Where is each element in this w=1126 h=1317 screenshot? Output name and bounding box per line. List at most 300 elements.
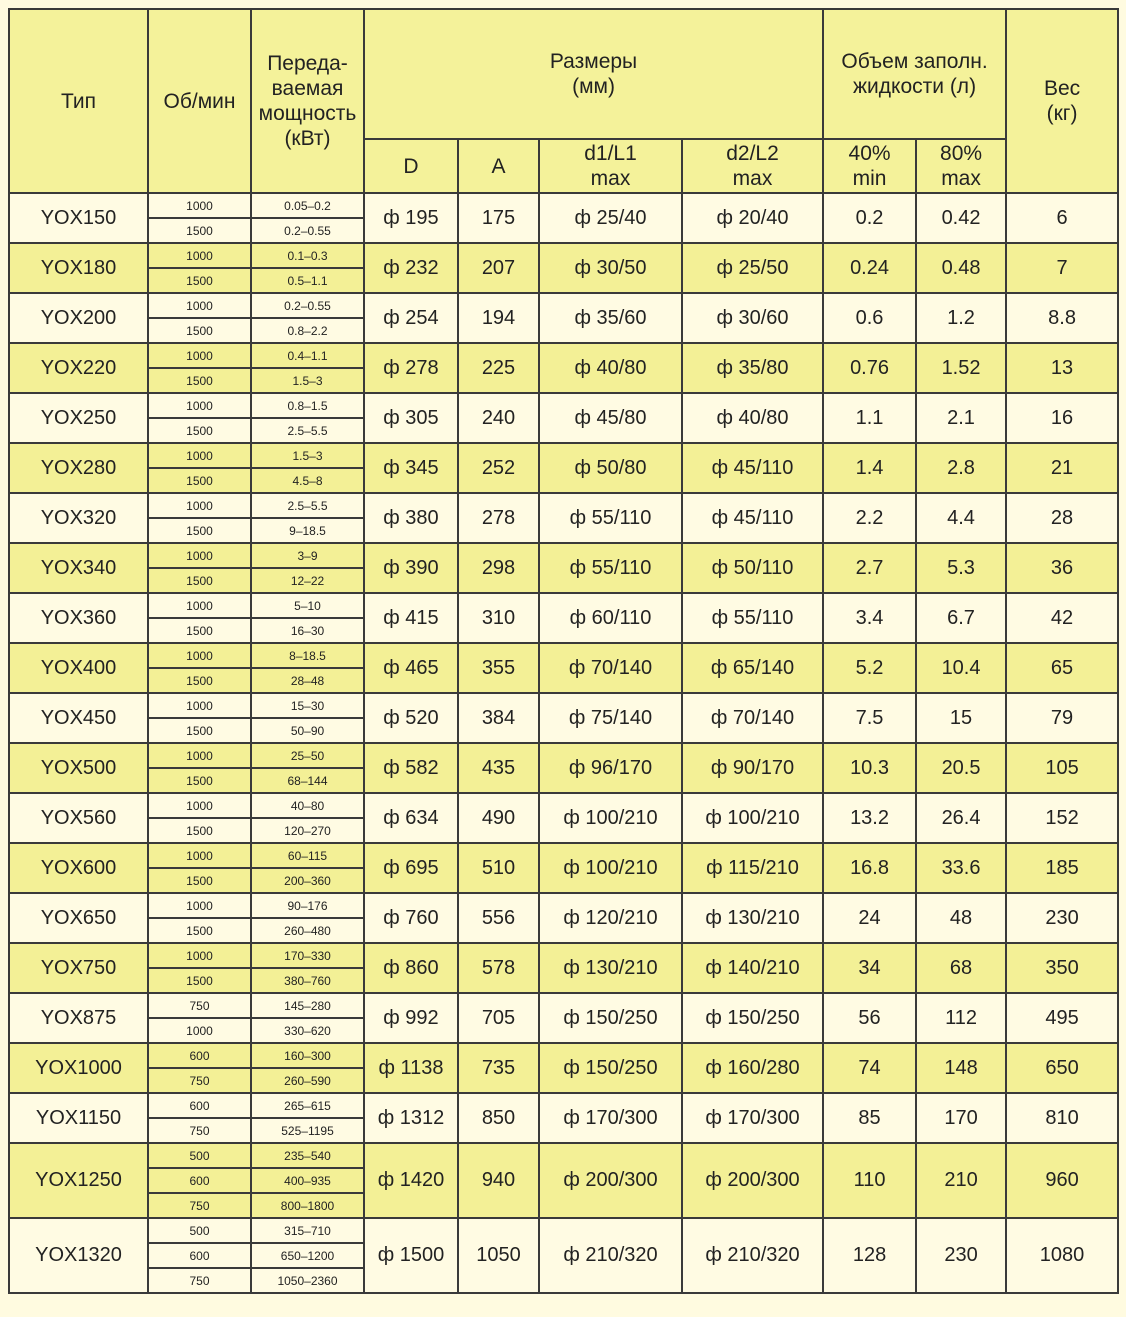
- rpm-cell: 1000: [148, 643, 251, 668]
- power-cell: 0.1–0.3: [251, 243, 364, 268]
- header-v80-line: 80%: [940, 142, 983, 165]
- header-d1: [539, 139, 682, 193]
- weight-cell: 185: [1006, 843, 1118, 893]
- power-cell: 8–18.5: [251, 643, 364, 668]
- rpm-cell: 1000: [148, 843, 251, 868]
- power-cell: 1.5–3: [251, 368, 364, 393]
- rpm-cell: 1500: [148, 868, 251, 893]
- header-weight: [1006, 9, 1118, 193]
- dimension-d1-cell: ф 150/250: [539, 1043, 682, 1093]
- type-cell: YOX560: [9, 793, 148, 843]
- rpm-cell: 1500: [148, 218, 251, 243]
- header-power-line: ваемая: [271, 77, 344, 100]
- header-volume-line: Объем заполн.: [841, 50, 988, 73]
- dimension-d2-cell: ф 210/320: [682, 1218, 823, 1293]
- rpm-cell: 1000: [148, 743, 251, 768]
- dimension-d1-cell: ф 60/110: [539, 593, 682, 643]
- dimension-D-cell: ф 390: [364, 543, 458, 593]
- rpm-cell: 1500: [148, 668, 251, 693]
- type-cell: YOX1320: [9, 1218, 148, 1293]
- dimension-d1-cell: ф 30/50: [539, 243, 682, 293]
- power-cell: 50–90: [251, 718, 364, 743]
- dimension-D-cell: ф 232: [364, 243, 458, 293]
- type-cell: YOX180: [9, 243, 148, 293]
- table-row: [9, 1043, 1118, 1068]
- dimension-D-cell: ф 992: [364, 993, 458, 1043]
- dimension-D-cell: ф 195: [364, 193, 458, 243]
- rpm-cell: 1000: [148, 493, 251, 518]
- dimension-A-cell: 278: [458, 493, 539, 543]
- header-v80: [916, 139, 1006, 193]
- volume-80-cell: 10.4: [916, 643, 1006, 693]
- rpm-cell: 1000: [148, 1018, 251, 1043]
- dimension-d1-cell: ф 100/210: [539, 843, 682, 893]
- dimension-A-cell: 850: [458, 1093, 539, 1143]
- dimension-d1-cell: ф 150/250: [539, 993, 682, 1043]
- dimension-d1-cell: ф 96/170: [539, 743, 682, 793]
- type-cell: YOX650: [9, 893, 148, 943]
- table-header: [9, 9, 1118, 193]
- type-cell: YOX250: [9, 393, 148, 443]
- power-cell: 145–280: [251, 993, 364, 1018]
- header-weight-line: Вес: [1043, 77, 1081, 100]
- power-cell: 380–760: [251, 968, 364, 993]
- rpm-cell: 600: [148, 1043, 251, 1068]
- dimension-d2-cell: ф 160/280: [682, 1043, 823, 1093]
- rpm-cell: 1500: [148, 968, 251, 993]
- dimension-D-cell: ф 305: [364, 393, 458, 443]
- dimension-d2-cell: ф 150/250: [682, 993, 823, 1043]
- volume-40-cell: 7.5: [823, 693, 916, 743]
- volume-40-cell: 24: [823, 893, 916, 943]
- dimension-d1-cell: ф 35/60: [539, 293, 682, 343]
- dimension-A-cell: 194: [458, 293, 539, 343]
- power-cell: 15–30: [251, 693, 364, 718]
- type-cell: YOX360: [9, 593, 148, 643]
- power-cell: 0.8–2.2: [251, 318, 364, 343]
- rpm-cell: 750: [148, 1268, 251, 1293]
- header-d1-line: max: [590, 167, 631, 190]
- volume-80-cell: 6.7: [916, 593, 1006, 643]
- rpm-cell: 1500: [148, 268, 251, 293]
- header-dimensions-line: Размеры: [549, 50, 638, 73]
- volume-40-cell: 0.2: [823, 193, 916, 243]
- weight-cell: 230: [1006, 893, 1118, 943]
- weight-cell: 42: [1006, 593, 1118, 643]
- weight-cell: 495: [1006, 993, 1118, 1043]
- rpm-cell: 1500: [148, 368, 251, 393]
- dimension-d1-cell: ф 50/80: [539, 443, 682, 493]
- weight-cell: 65: [1006, 643, 1118, 693]
- dimension-d1-cell: ф 70/140: [539, 643, 682, 693]
- volume-40-cell: 110: [823, 1143, 916, 1218]
- volume-80-cell: 210: [916, 1143, 1006, 1218]
- rpm-cell: 500: [148, 1143, 251, 1168]
- dimension-d1-cell: ф 170/300: [539, 1093, 682, 1143]
- dimension-d1-cell: ф 40/80: [539, 343, 682, 393]
- volume-40-cell: 74: [823, 1043, 916, 1093]
- dimension-d2-cell: ф 90/170: [682, 743, 823, 793]
- rpm-cell: 1500: [148, 818, 251, 843]
- rpm-cell: 750: [148, 1193, 251, 1218]
- dimension-d2-cell: ф 65/140: [682, 643, 823, 693]
- volume-40-cell: 2.2: [823, 493, 916, 543]
- weight-cell: 152: [1006, 793, 1118, 843]
- power-cell: 260–480: [251, 918, 364, 943]
- type-cell: YOX600: [9, 843, 148, 893]
- header-dimensions: [364, 9, 823, 139]
- dimension-D-cell: ф 860: [364, 943, 458, 993]
- table-row: [9, 943, 1118, 968]
- table-row: [9, 293, 1118, 318]
- weight-cell: 7: [1006, 243, 1118, 293]
- table-row: [9, 693, 1118, 718]
- volume-80-cell: 26.4: [916, 793, 1006, 843]
- power-cell: 25–50: [251, 743, 364, 768]
- dimension-A-cell: 1050: [458, 1218, 539, 1293]
- rpm-cell: 1000: [148, 593, 251, 618]
- volume-40-cell: 3.4: [823, 593, 916, 643]
- dimension-d2-cell: ф 100/210: [682, 793, 823, 843]
- dimension-d1-cell: ф 120/210: [539, 893, 682, 943]
- volume-40-cell: 56: [823, 993, 916, 1043]
- volume-80-cell: 2.1: [916, 393, 1006, 443]
- type-cell: YOX280: [9, 443, 148, 493]
- dimension-d1-cell: ф 210/320: [539, 1218, 682, 1293]
- weight-cell: 1080: [1006, 1218, 1118, 1293]
- table-row: [9, 993, 1118, 1018]
- volume-80-cell: 68: [916, 943, 1006, 993]
- dimension-d1-cell: ф 45/80: [539, 393, 682, 443]
- weight-cell: 28: [1006, 493, 1118, 543]
- table-row: [9, 243, 1118, 268]
- dimension-D-cell: ф 760: [364, 893, 458, 943]
- dimension-A-cell: 240: [458, 393, 539, 443]
- dimension-D-cell: ф 1500: [364, 1218, 458, 1293]
- type-cell: YOX500: [9, 743, 148, 793]
- dimension-d1-cell: ф 55/110: [539, 543, 682, 593]
- weight-cell: 105: [1006, 743, 1118, 793]
- table-row: [9, 743, 1118, 768]
- table-row: [9, 1093, 1118, 1118]
- power-cell: 0.4–1.1: [251, 343, 364, 368]
- volume-80-cell: 112: [916, 993, 1006, 1043]
- volume-40-cell: 10.3: [823, 743, 916, 793]
- dimension-A-cell: 578: [458, 943, 539, 993]
- dimension-A-cell: 175: [458, 193, 539, 243]
- power-cell: 0.2–0.55: [251, 293, 364, 318]
- type-cell: YOX1250: [9, 1143, 148, 1218]
- volume-80-cell: 15: [916, 693, 1006, 743]
- type-cell: YOX1150: [9, 1093, 148, 1143]
- dimension-d2-cell: ф 70/140: [682, 693, 823, 743]
- power-cell: 120–270: [251, 818, 364, 843]
- dimension-d1-cell: ф 75/140: [539, 693, 682, 743]
- power-cell: 800–1800: [251, 1193, 364, 1218]
- power-cell: 5–10: [251, 593, 364, 618]
- dimension-A-cell: 207: [458, 243, 539, 293]
- rpm-cell: 1000: [148, 293, 251, 318]
- dimension-d1-cell: ф 130/210: [539, 943, 682, 993]
- rpm-cell: 1500: [148, 768, 251, 793]
- power-cell: 265–615: [251, 1093, 364, 1118]
- header-dimensions-line: (мм): [572, 75, 615, 98]
- volume-80-cell: 1.2: [916, 293, 1006, 343]
- power-cell: 0.5–1.1: [251, 268, 364, 293]
- power-cell: 1.5–3: [251, 443, 364, 468]
- rpm-cell: 1500: [148, 718, 251, 743]
- dimension-d2-cell: ф 55/110: [682, 593, 823, 643]
- rpm-cell: 500: [148, 1218, 251, 1243]
- header-volume-line: жидкости (л): [853, 75, 977, 98]
- dimension-A-cell: 735: [458, 1043, 539, 1093]
- power-cell: 0.2–0.55: [251, 218, 364, 243]
- power-cell: 200–360: [251, 868, 364, 893]
- rpm-cell: 1500: [148, 568, 251, 593]
- rpm-cell: 1500: [148, 518, 251, 543]
- header-A: A: [458, 139, 539, 193]
- dimension-A-cell: 435: [458, 743, 539, 793]
- header-rpm: Об/мин: [148, 9, 251, 193]
- dimension-d2-cell: ф 140/210: [682, 943, 823, 993]
- dimension-A-cell: 355: [458, 643, 539, 693]
- dimension-d2-cell: ф 30/60: [682, 293, 823, 343]
- type-cell: YOX450: [9, 693, 148, 743]
- weight-cell: 810: [1006, 1093, 1118, 1143]
- header-D: D: [364, 139, 458, 193]
- header-weight-line: (кг): [1046, 102, 1078, 125]
- rpm-cell: 1500: [148, 918, 251, 943]
- power-cell: 260–590: [251, 1068, 364, 1093]
- power-cell: 0.8–1.5: [251, 393, 364, 418]
- rpm-cell: 1000: [148, 243, 251, 268]
- volume-80-cell: 5.3: [916, 543, 1006, 593]
- header-d2-line: max: [732, 167, 773, 190]
- type-cell: YOX1000: [9, 1043, 148, 1093]
- rpm-cell: 1000: [148, 693, 251, 718]
- power-cell: 170–330: [251, 943, 364, 968]
- dimension-d2-cell: ф 20/40: [682, 193, 823, 243]
- power-cell: 160–300: [251, 1043, 364, 1068]
- power-cell: 3–9: [251, 543, 364, 568]
- table-body: [9, 193, 1118, 1293]
- volume-40-cell: 0.76: [823, 343, 916, 393]
- dimension-D-cell: ф 380: [364, 493, 458, 543]
- power-cell: 68–144: [251, 768, 364, 793]
- rpm-cell: 1500: [148, 618, 251, 643]
- type-cell: YOX320: [9, 493, 148, 543]
- dimension-D-cell: ф 465: [364, 643, 458, 693]
- table-row: [9, 543, 1118, 568]
- rpm-cell: 1000: [148, 443, 251, 468]
- dimension-D-cell: ф 582: [364, 743, 458, 793]
- volume-80-cell: 0.42: [916, 193, 1006, 243]
- dimension-A-cell: 510: [458, 843, 539, 893]
- spec-table: [8, 8, 1119, 1294]
- dimension-D-cell: ф 1312: [364, 1093, 458, 1143]
- table-row: [9, 443, 1118, 468]
- volume-40-cell: 1.1: [823, 393, 916, 443]
- power-cell: 330–620: [251, 1018, 364, 1043]
- volume-40-cell: 2.7: [823, 543, 916, 593]
- rpm-cell: 1000: [148, 543, 251, 568]
- rpm-cell: 1500: [148, 468, 251, 493]
- dimension-A-cell: 940: [458, 1143, 539, 1218]
- power-cell: 4.5–8: [251, 468, 364, 493]
- volume-80-cell: 4.4: [916, 493, 1006, 543]
- dimension-D-cell: ф 634: [364, 793, 458, 843]
- power-cell: 315–710: [251, 1218, 364, 1243]
- header-d2: [682, 139, 823, 193]
- dimension-d2-cell: ф 130/210: [682, 893, 823, 943]
- header-type: Тип: [9, 9, 148, 193]
- rpm-cell: 750: [148, 1118, 251, 1143]
- table-row: [9, 393, 1118, 418]
- dimension-d2-cell: ф 35/80: [682, 343, 823, 393]
- dimension-A-cell: 705: [458, 993, 539, 1043]
- dimension-D-cell: ф 695: [364, 843, 458, 893]
- power-cell: 1050–2360: [251, 1268, 364, 1293]
- dimension-d2-cell: ф 115/210: [682, 843, 823, 893]
- type-cell: YOX200: [9, 293, 148, 343]
- power-cell: 235–540: [251, 1143, 364, 1168]
- volume-80-cell: 33.6: [916, 843, 1006, 893]
- power-cell: 400–935: [251, 1168, 364, 1193]
- dimension-A-cell: 225: [458, 343, 539, 393]
- rpm-cell: 1000: [148, 343, 251, 368]
- dimension-d2-cell: ф 25/50: [682, 243, 823, 293]
- dimension-d1-cell: ф 55/110: [539, 493, 682, 543]
- weight-cell: 21: [1006, 443, 1118, 493]
- volume-40-cell: 16.8: [823, 843, 916, 893]
- volume-40-cell: 34: [823, 943, 916, 993]
- dimension-d1-cell: ф 25/40: [539, 193, 682, 243]
- weight-cell: 36: [1006, 543, 1118, 593]
- rpm-cell: 600: [148, 1243, 251, 1268]
- rpm-cell: 1000: [148, 393, 251, 418]
- rpm-cell: 1000: [148, 893, 251, 918]
- dimension-A-cell: 298: [458, 543, 539, 593]
- dimension-A-cell: 490: [458, 793, 539, 843]
- type-cell: YOX150: [9, 193, 148, 243]
- header-v40: [823, 139, 916, 193]
- type-cell: YOX340: [9, 543, 148, 593]
- dimension-A-cell: 252: [458, 443, 539, 493]
- power-cell: 12–22: [251, 568, 364, 593]
- power-cell: 16–30: [251, 618, 364, 643]
- header-power: [251, 9, 364, 193]
- volume-80-cell: 170: [916, 1093, 1006, 1143]
- dimension-D-cell: ф 278: [364, 343, 458, 393]
- table-row: [9, 793, 1118, 818]
- volume-80-cell: 0.48: [916, 243, 1006, 293]
- power-cell: 40–80: [251, 793, 364, 818]
- power-cell: 2.5–5.5: [251, 493, 364, 518]
- rpm-cell: 750: [148, 993, 251, 1018]
- weight-cell: 8.8: [1006, 293, 1118, 343]
- rpm-cell: 750: [148, 1068, 251, 1093]
- header-v40-line: 40%: [848, 142, 891, 165]
- header-power-line: (кВт): [284, 127, 331, 150]
- header-d2-line: d2/L2: [726, 142, 779, 165]
- dimension-d2-cell: ф 45/110: [682, 493, 823, 543]
- dimension-D-cell: ф 415: [364, 593, 458, 643]
- table-row: [9, 1218, 1118, 1243]
- rpm-cell: 1000: [148, 793, 251, 818]
- dimension-d2-cell: ф 45/110: [682, 443, 823, 493]
- table-row: [9, 1143, 1118, 1168]
- rpm-cell: 600: [148, 1168, 251, 1193]
- volume-40-cell: 13.2: [823, 793, 916, 843]
- power-cell: 525–1195: [251, 1118, 364, 1143]
- table-row: [9, 643, 1118, 668]
- power-cell: 28–48: [251, 668, 364, 693]
- dimension-D-cell: ф 1138: [364, 1043, 458, 1093]
- rpm-cell: 600: [148, 1093, 251, 1118]
- table-row: [9, 893, 1118, 918]
- volume-80-cell: 2.8: [916, 443, 1006, 493]
- dimension-D-cell: ф 345: [364, 443, 458, 493]
- weight-cell: 960: [1006, 1143, 1118, 1218]
- volume-40-cell: 5.2: [823, 643, 916, 693]
- dimension-A-cell: 384: [458, 693, 539, 743]
- weight-cell: 650: [1006, 1043, 1118, 1093]
- dimension-d1-cell: ф 100/210: [539, 793, 682, 843]
- header-power-line: Переда-: [267, 52, 348, 75]
- dimension-d2-cell: ф 200/300: [682, 1143, 823, 1218]
- table-row: [9, 493, 1118, 518]
- dimension-D-cell: ф 254: [364, 293, 458, 343]
- table-row: [9, 343, 1118, 368]
- type-cell: YOX875: [9, 993, 148, 1043]
- volume-80-cell: 1.52: [916, 343, 1006, 393]
- power-cell: 60–115: [251, 843, 364, 868]
- power-cell: 2.5–5.5: [251, 418, 364, 443]
- volume-40-cell: 128: [823, 1218, 916, 1293]
- header-v80-line: max: [941, 167, 981, 190]
- volume-80-cell: 48: [916, 893, 1006, 943]
- table-row: [9, 843, 1118, 868]
- volume-80-cell: 20.5: [916, 743, 1006, 793]
- type-cell: YOX400: [9, 643, 148, 693]
- rpm-cell: 1000: [148, 193, 251, 218]
- rpm-cell: 1500: [148, 418, 251, 443]
- weight-cell: 79: [1006, 693, 1118, 743]
- dimension-A-cell: 310: [458, 593, 539, 643]
- header-d1-line: d1/L1: [584, 142, 637, 165]
- header-v40-line: min: [852, 167, 887, 190]
- dimension-d2-cell: ф 50/110: [682, 543, 823, 593]
- dimension-D-cell: ф 1420: [364, 1143, 458, 1218]
- volume-80-cell: 230: [916, 1218, 1006, 1293]
- power-cell: 0.05–0.2: [251, 193, 364, 218]
- dimension-d1-cell: ф 200/300: [539, 1143, 682, 1218]
- dimension-A-cell: 556: [458, 893, 539, 943]
- weight-cell: 350: [1006, 943, 1118, 993]
- volume-40-cell: 1.4: [823, 443, 916, 493]
- header-volume: [823, 9, 1006, 139]
- power-cell: 650–1200: [251, 1243, 364, 1268]
- volume-40-cell: 85: [823, 1093, 916, 1143]
- header-power-line: мощность: [258, 102, 357, 125]
- dimension-D-cell: ф 520: [364, 693, 458, 743]
- volume-40-cell: 0.6: [823, 293, 916, 343]
- type-cell: YOX750: [9, 943, 148, 993]
- power-cell: 90–176: [251, 893, 364, 918]
- dimension-d2-cell: ф 40/80: [682, 393, 823, 443]
- type-cell: YOX220: [9, 343, 148, 393]
- volume-80-cell: 148: [916, 1043, 1006, 1093]
